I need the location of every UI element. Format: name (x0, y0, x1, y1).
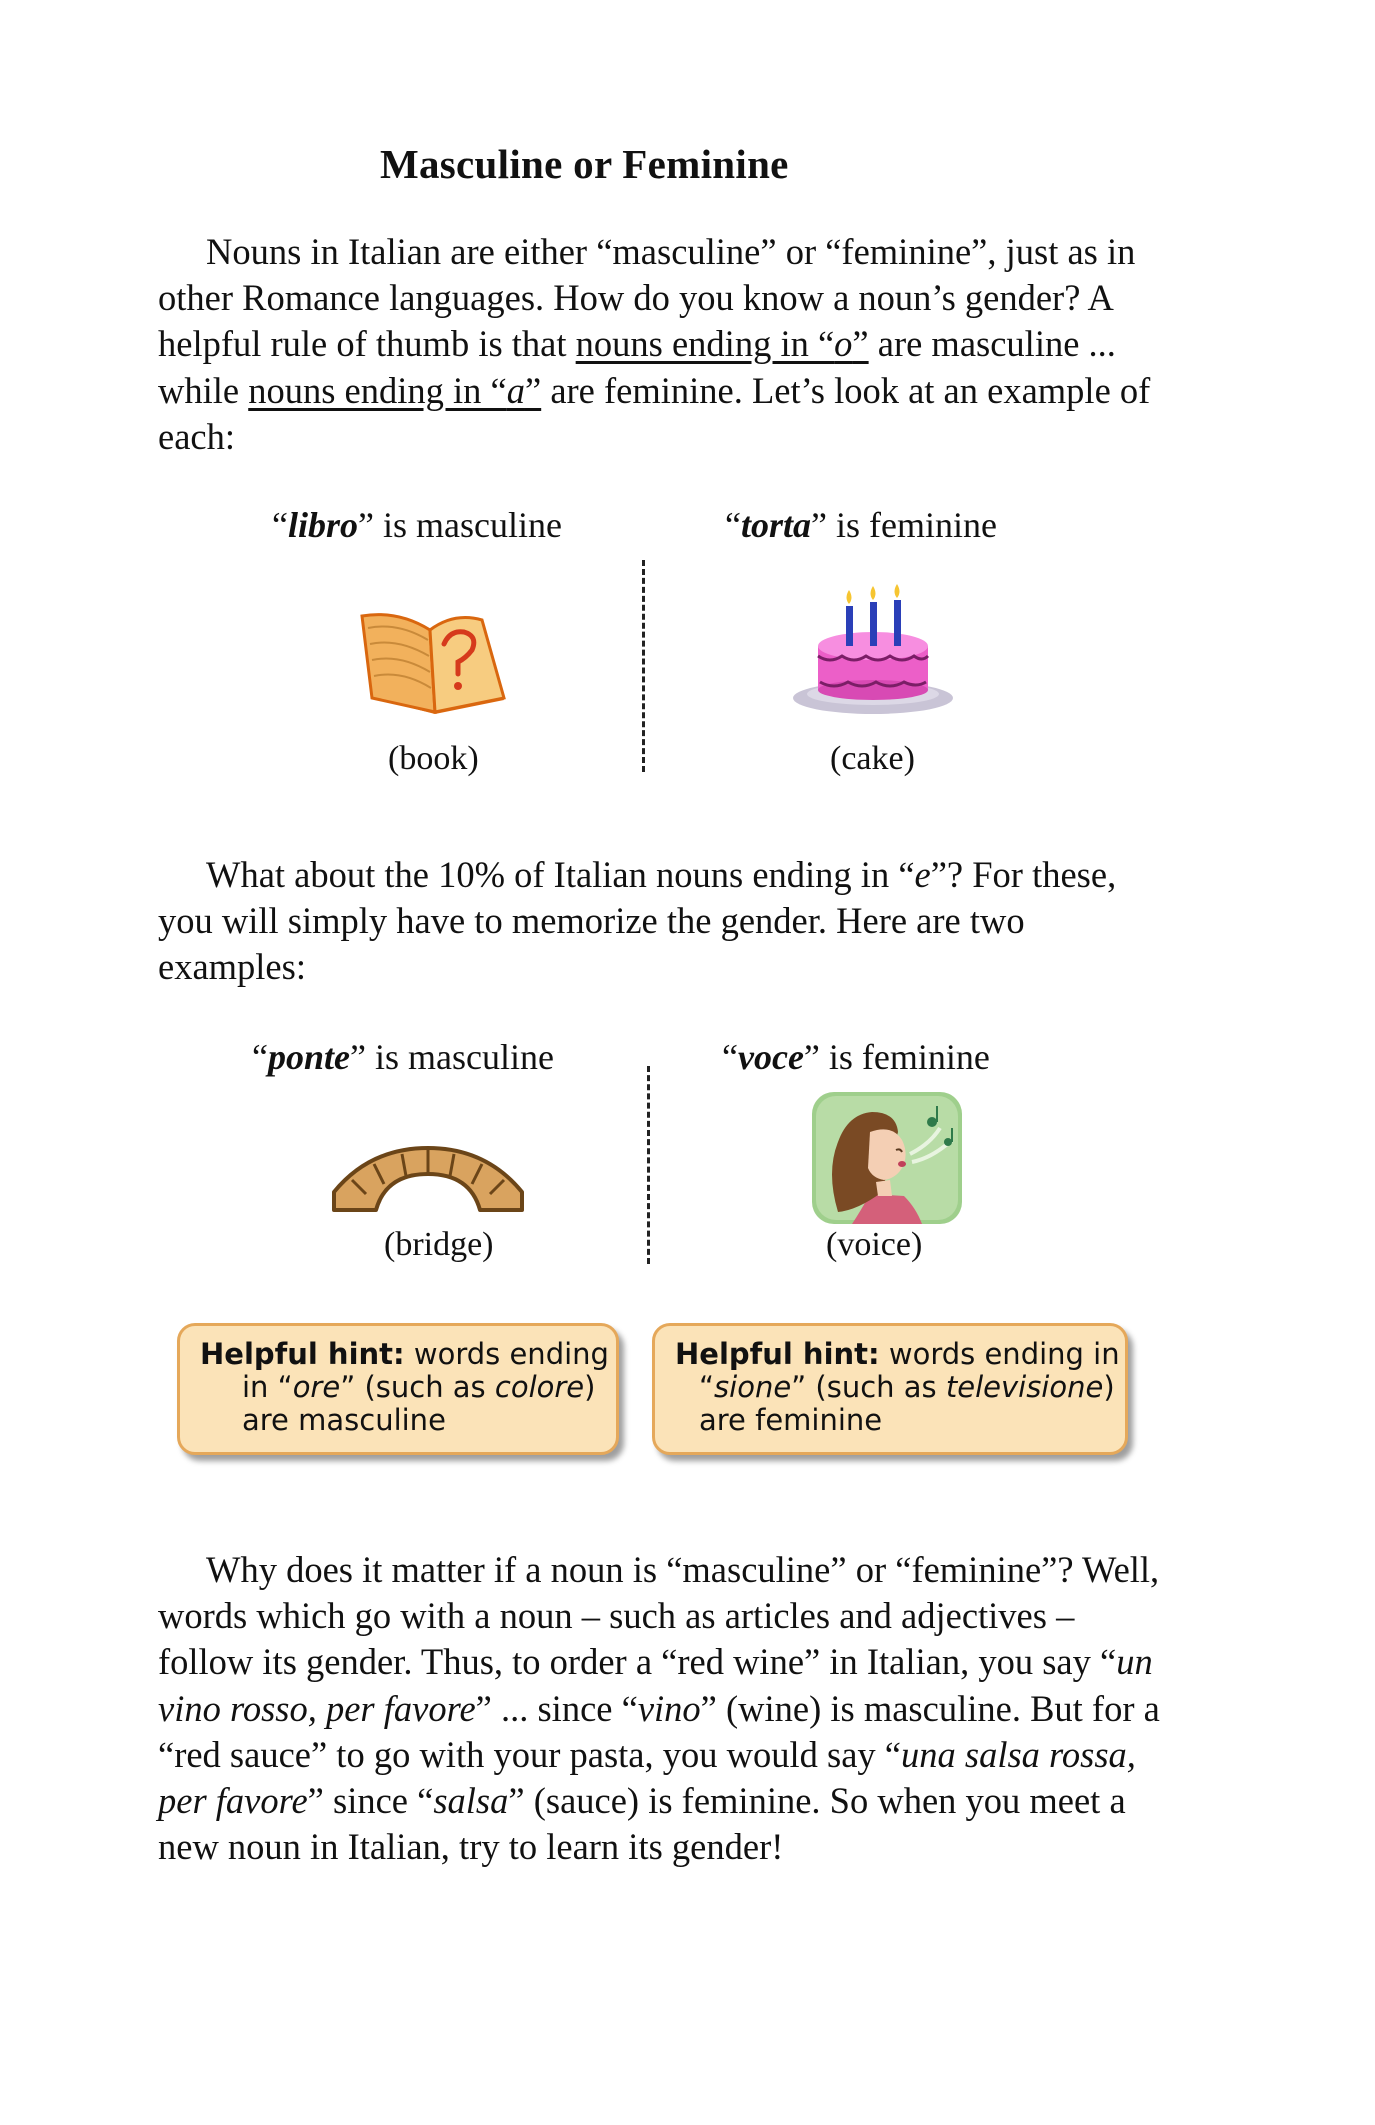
example-libro-title (272, 504, 562, 546)
hint-text: ” (such as (340, 1370, 495, 1404)
closing-paragraph (158, 1547, 1168, 1870)
quote-open: “ (722, 1037, 738, 1077)
closing-phrase-vino: un vino rosso, per favore (158, 1641, 1153, 1729)
quote-open: “ (252, 1037, 268, 1077)
middle-text-1: What about the 10% of Italian nouns ending in “ (206, 854, 915, 895)
closing-word-salsa: salsa (433, 1780, 509, 1822)
caption-voice: (voice) (826, 1226, 923, 1263)
example-ponte-title (252, 1036, 554, 1078)
closing-phrase-salsa: una salsa rossa, per favore (158, 1733, 1136, 1822)
example-word: voce (737, 1037, 804, 1077)
page-title: Masculine or Feminine (380, 141, 789, 187)
hint-line-1 (675, 1338, 1120, 1371)
rule-feminine-letter: a (506, 369, 525, 411)
closing-text-4: ” since “ (307, 1780, 434, 1822)
example-word: libro (287, 505, 358, 545)
rule-masculine-letter: o (834, 323, 853, 365)
hint-text: ” (such as (791, 1370, 946, 1404)
middle-letter: e (914, 854, 931, 895)
intro-text-1: Nouns in Italian are either “masculine” or “feminine”, just as in other Romance languages. How do you know a noun’s gender? A helpful rule of thumb is that (158, 231, 1136, 365)
caption-book: (book) (388, 740, 479, 777)
example-gender: ” is masculine (350, 1037, 554, 1077)
hint-example: colore (494, 1370, 585, 1404)
caption-cake: (cake) (830, 740, 915, 777)
singing-woman-icon (812, 1092, 962, 1224)
rule-masculine-text: nouns ending in “ (575, 323, 835, 365)
hint-example: televisione (945, 1370, 1104, 1404)
closing-text-2: ” ... since “ (475, 1687, 638, 1729)
rule-feminine-close: ” (524, 369, 542, 411)
hint-line-1 (200, 1338, 609, 1371)
book-icon (358, 600, 512, 722)
example-divider (647, 1066, 650, 1264)
hint-box-feminine (652, 1323, 1128, 1455)
example-gender: ” is feminine (811, 505, 997, 545)
closing-word-vino: vino (637, 1687, 701, 1729)
quote-open: “ (725, 505, 741, 545)
hint-text: words ending in (879, 1337, 1120, 1371)
hint-line-3: are masculine (242, 1403, 446, 1437)
rule-feminine-text: nouns ending in “ (248, 369, 507, 411)
hint-text: words ending (404, 1337, 609, 1371)
example-gender: ” is feminine (803, 1037, 990, 1077)
intro-text-3: are feminine. Let’s look at an example of each: (158, 369, 1151, 457)
closing-text-1: Why does it matter if a noun is “masculine” or “feminine”? Well, words which go with a noun – such as articles and adjectives – follow its gender. Thus, to order a “red wine” in Italian, you say “ (158, 1549, 1160, 1683)
caption-bridge: (bridge) (384, 1226, 494, 1263)
hint-text: “ (699, 1370, 715, 1404)
example-voce-title (722, 1036, 990, 1078)
hint-text: in “ (242, 1370, 293, 1404)
rule-feminine (248, 370, 541, 411)
hint-line-2 (699, 1371, 1115, 1404)
cake-icon (790, 582, 956, 718)
hint-ending: ore (292, 1370, 341, 1404)
hint-line-3: are feminine (699, 1403, 883, 1437)
closing-text-5: ” (sauce) is feminine. So when you meet a new noun in Italian, try to learn its gender! (158, 1780, 1126, 1868)
middle-paragraph (158, 852, 1168, 991)
hint-text: ) (1103, 1370, 1115, 1404)
hint-label: Helpful hint: (200, 1337, 405, 1371)
example-torta-title (725, 504, 997, 546)
hint-text: ) (584, 1370, 596, 1404)
middle-text-2: ”? For these, you will simply have to memorize the gender. Here are two examples: (158, 854, 1117, 988)
example-divider (642, 560, 645, 772)
hint-label: Helpful hint: (675, 1337, 880, 1371)
intro-paragraph (158, 229, 1168, 460)
bridge-icon (330, 1144, 526, 1216)
example-gender: ” is masculine (358, 505, 562, 545)
quote-open: “ (272, 505, 288, 545)
example-word: torta (740, 505, 811, 545)
hint-line-2 (242, 1371, 595, 1404)
closing-text-3: ” (wine) is masculine. But for a “red sauce” to go with your pasta, you would say “ (158, 1687, 1160, 1775)
rule-masculine (576, 323, 869, 364)
hint-box-masculine (177, 1323, 619, 1455)
rule-masculine-close: ” (852, 323, 869, 365)
example-word: ponte (267, 1037, 350, 1077)
intro-text-2: are masculine ... while (158, 323, 1116, 411)
hint-ending: sione (714, 1370, 792, 1404)
